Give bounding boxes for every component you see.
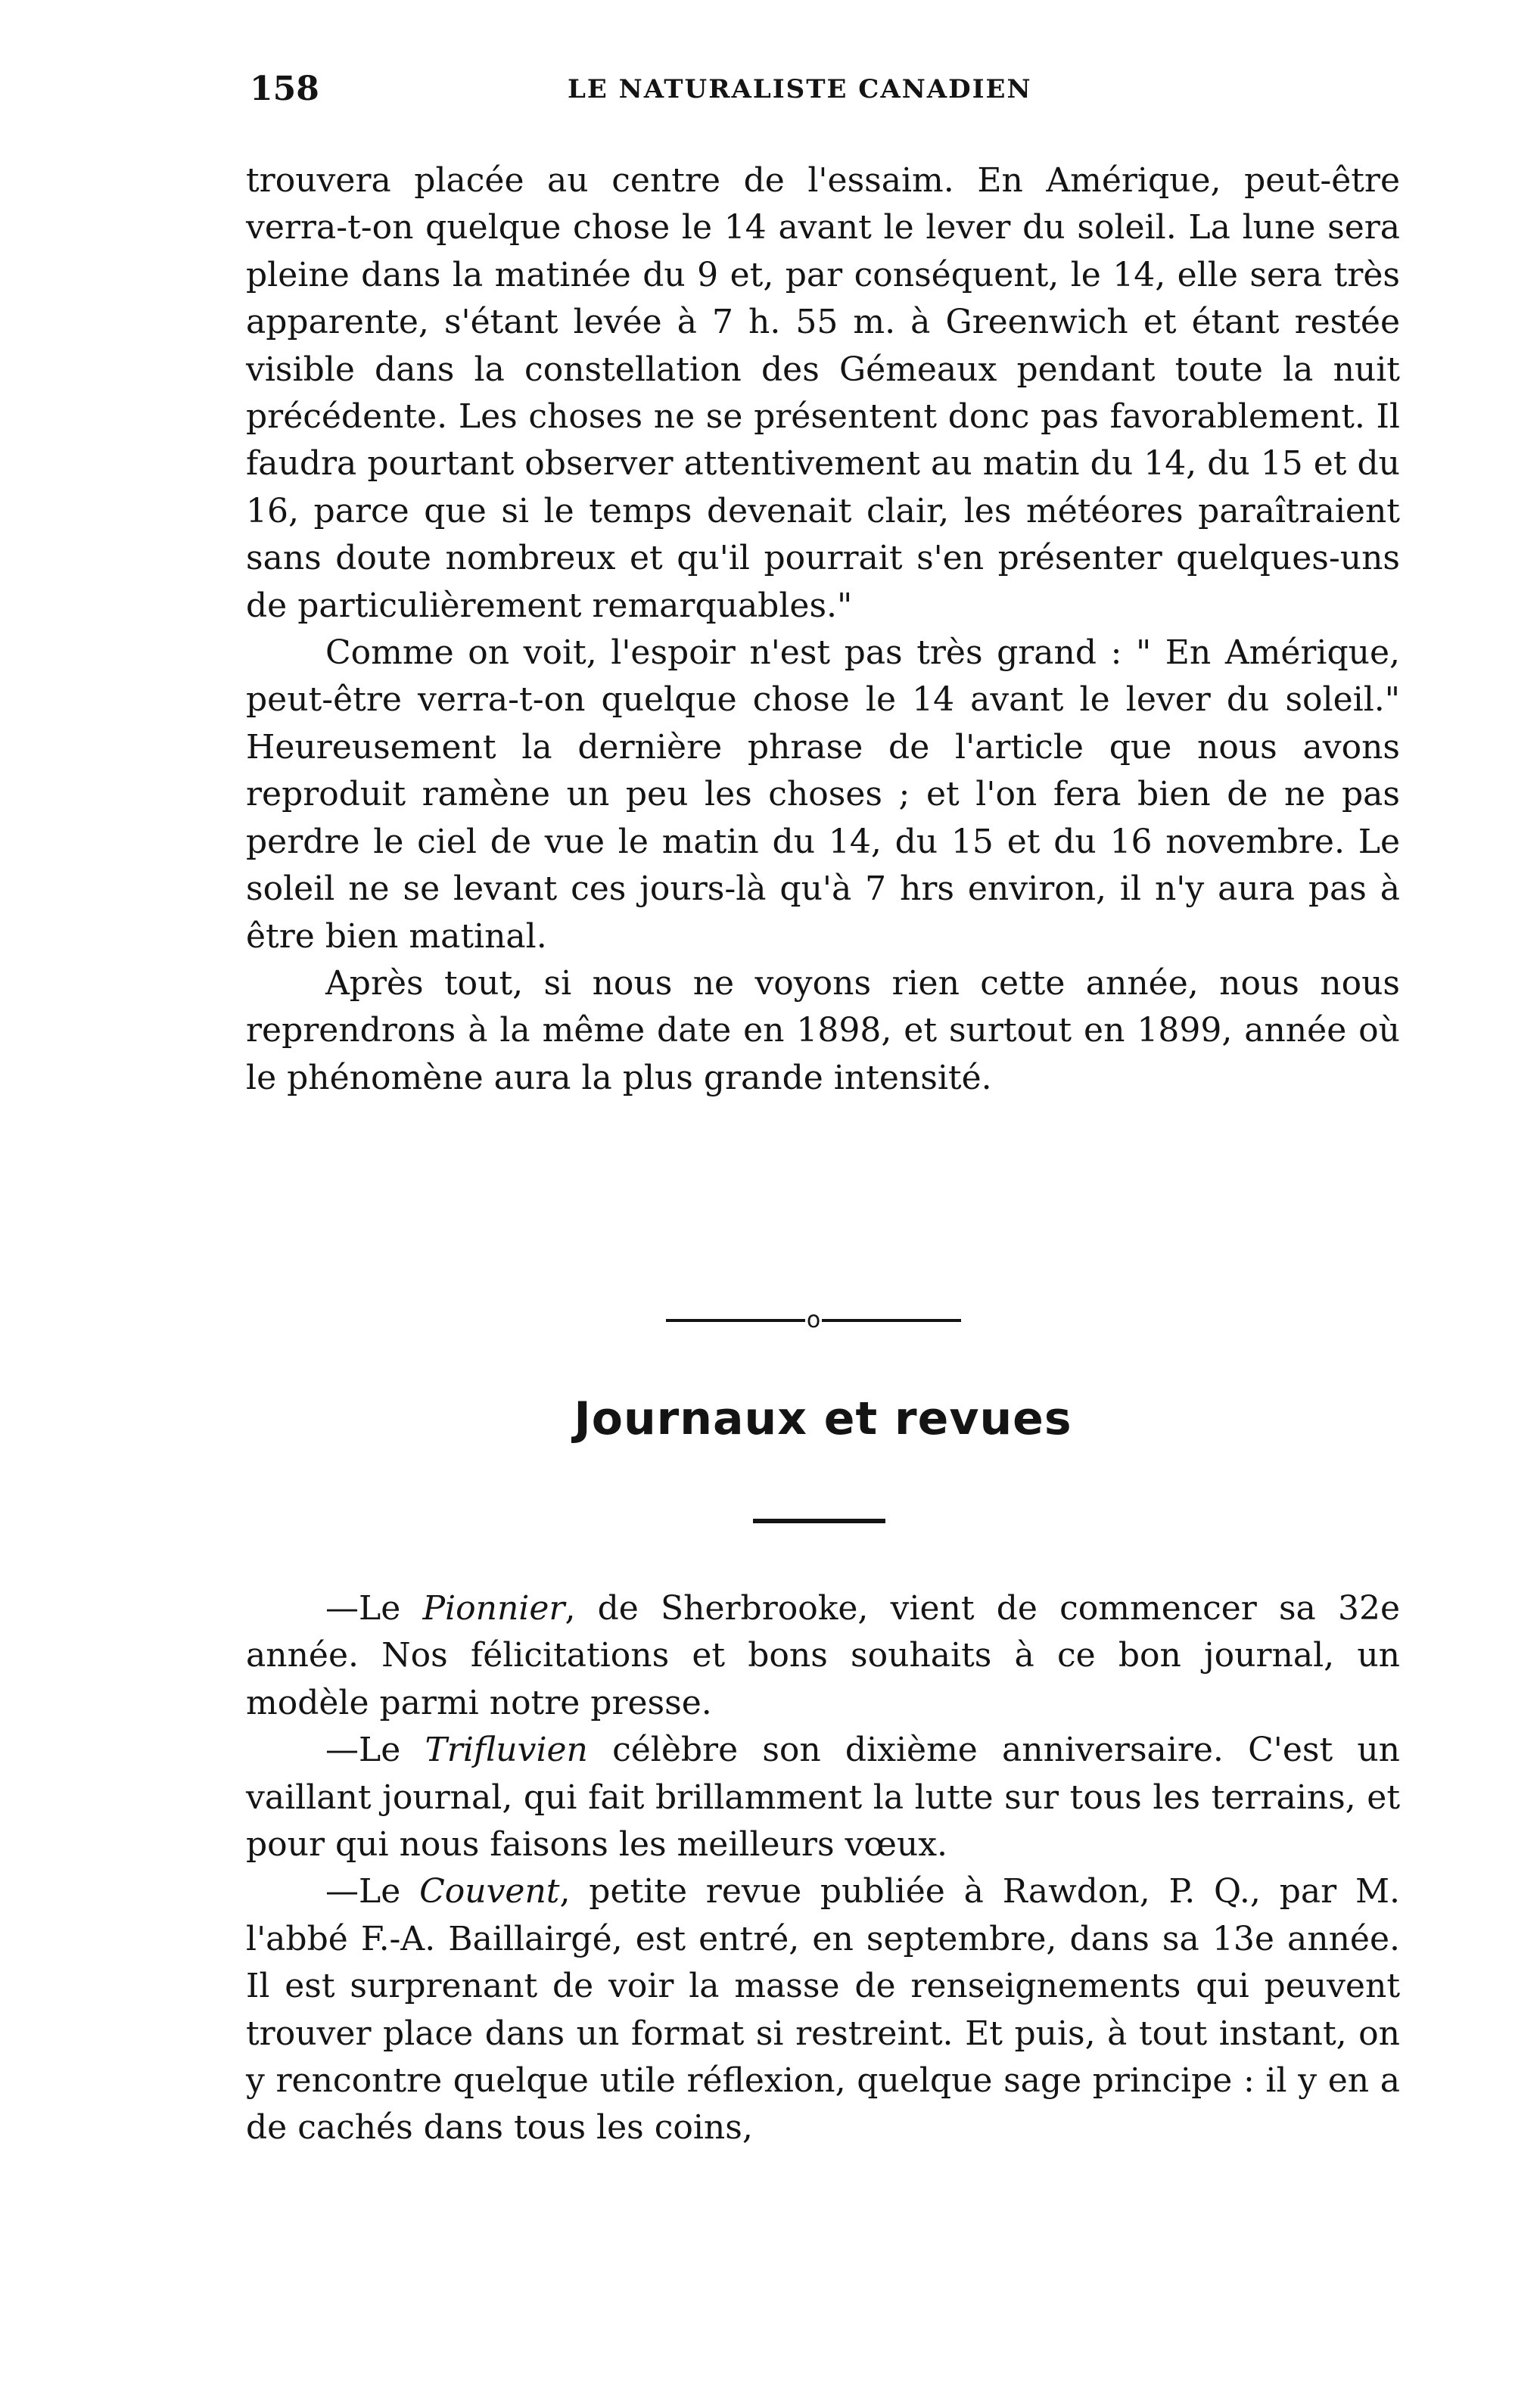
journaux-section bbox=[246, 1585, 1400, 2152]
page-number: 158 bbox=[250, 70, 319, 108]
section-separator bbox=[666, 1305, 961, 1336]
item-lead: —Le bbox=[325, 1872, 420, 1911]
page-header bbox=[250, 70, 1408, 123]
item-text: , petite revue publiée à Rawdon, P. Q., par M. l'abbé F.-A. Baillairgé, est entré, en septembre, dans sa 13e année. Il est surprenant de voir la masse de renseignements qui peuvent trouver place dans un format si restreint. Et puis, à tout instant, on y rencontre quelque utile réflexion, quelque sage principe : il y en a de cachés dans tous les coins, bbox=[246, 1872, 1400, 2148]
journal-item bbox=[246, 1868, 1400, 2151]
journal-name: Trifluvien bbox=[425, 1731, 588, 1770]
journal-item bbox=[246, 1727, 1400, 1868]
item-lead: —Le bbox=[325, 1589, 423, 1628]
paragraph: Comme on voit, l'espoir n'est pas très grand : " En Amérique, peut-être verra-t-on quelque chose le 14 avant le lever du soleil." Heureusement la dernière phrase de l'article que nous avons reproduit ramène un peu les choses ; et l'on fera bien de ne pas perdre le ciel de vue le matin du 14, du 15 et du 16 novembre. Le soleil ne se levant ces jours-là qu'à 7 hrs environ, il n'y aura pas à être bien matinal. bbox=[246, 633, 1400, 956]
separator-symbol: o bbox=[806, 1307, 821, 1333]
paragraph: Après tout, si nous ne voyons rien cette année, nous nous reprendrons à la même date en 1898, et surtout en 1899, année où le phénomène aura la plus grande intensité. bbox=[246, 963, 1400, 1097]
paragraph-continuation: trouvera placée au centre de l'essaim. En Amérique, peut-être verra-t-on quelque chose le 14 avant le lever du soleil. La lune sera pleine dans la matinée du 9 et, par conséquent, le 14, elle sera très apparente, s'étant levée à 7 h. 55 m. à Greenwich et étant restée visible dans la constellation des Gémeaux pendant toute la nuit précédente. Les choses ne se présentent donc pas favorablement. Il faudra pourtant observer attentivement au matin du 14, du 15 et du 16, parce que si le temps devenait clair, les météores paraîtraient sans doute nombreux et qu'il pourrait s'en présenter quelques-uns de particulièrement remarquables." bbox=[246, 161, 1400, 625]
separator-line-right bbox=[822, 1319, 961, 1322]
separator-line-left bbox=[666, 1319, 805, 1322]
journal-name: Couvent bbox=[419, 1872, 560, 1911]
item-lead: —Le bbox=[325, 1731, 425, 1770]
heading-rule bbox=[753, 1519, 885, 1523]
item-text: , de Sherbrooke, vient de commencer sa 32e année. Nos félicitations et bons souhaits à ce bon journal, un modèle parmi notre presse. bbox=[246, 1589, 1400, 1722]
journal-name: Pionnier bbox=[422, 1589, 565, 1628]
running-title: LE NATURALISTE CANADIEN bbox=[568, 74, 1032, 104]
article-continuation bbox=[246, 157, 1400, 1102]
item-text: célèbre son dixième anniversaire. C'est un vaillant journal, qui fait brillamment la lutte sur tous les terrains, et pour qui nous faisons les meilleurs vœux. bbox=[246, 1731, 1400, 1865]
section-heading: Journaux et revues bbox=[574, 1392, 1072, 1445]
journal-item bbox=[246, 1585, 1400, 1727]
